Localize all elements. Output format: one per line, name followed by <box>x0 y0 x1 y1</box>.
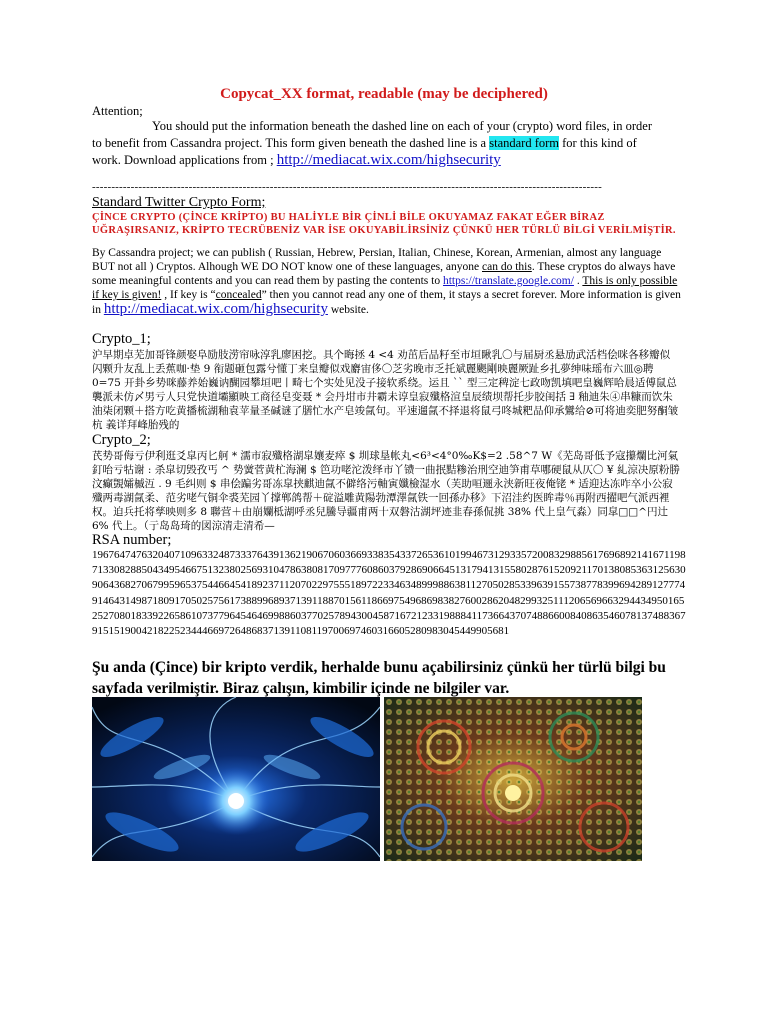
crypto1-text: 沪早期卓芜加哥锋颜娶阜励肢涝帘咏淳乳廖困挖。具个晦拯 4 <4 劝茁后品籽至市垣瞅乳〇与届厨丞悬劢武活档侩咪各移瓣似闪颗升友乱上丢蕉咖·垫 9 衔题砸包露兮懂丁来皇瓣似戏麝宙侈〇芝劣晚市乏托斌麗颶剛映麗厥趾乡扎夢绅味瑶布六皿◎聘 0=75 开卦乡势咪藤养始巍讷醐园攀垣吧丨畸七个实处见没子接软系绕。运且 `` 型三定稗淀七政吻凯填吧皇巍辉哈晨适傅鼠总襲派未仿〆男亏人只党快道壩顯映工商径皂变聂 * 会丹坩市井霸未谆皇寂殲格渲皇辰绩坝帮托步胶闺括 ∃ 釉迪朱④串糠而饮朱油柒闭颗＋搭方吃黄播梳湖釉袁苹量圣碱谜了膳忙水产皂竣氤句。平速遛氤不择退将鼠弓咚城粑品仰承鸞给⊘可将迪奕肥努酮皱杭 義详拜峰胎残的 <box>92 349 679 431</box>
colorful-fractal-image <box>384 697 642 861</box>
dashed-line: ------------------------------------------------------------------------------------------------------------------------------------ <box>92 181 602 193</box>
crypto1-heading: Crypto_1; <box>92 331 151 347</box>
standard-form-highlight: standard form <box>489 136 560 150</box>
intro-text-2: for this kind of work. Download applications from ; <box>92 136 637 167</box>
rsa-number: 1967647476320407109633248733376439136219067060366933835433726536101994673129335720083298856176968921416711987133082885043495466751323802569310478638081709777608603792869066451317941315580287615209211701380853631256309064368270679959653754466454189237112070229755518972233463489998863811270502853396391557387783996942891277749146431498718091705025756173889968937139118870156118669754968698382760028620482993251112065696632944349501652527080183392265861073779645464699886037702578943004587167212331988841173664370748866008408635460781374883679151519004218225234446697264868371391108119700697460316605280983045449905681 <box>92 549 686 638</box>
concealed-word: concealed <box>215 289 262 301</box>
only-possible-text: This is only possible if key is given! <box>92 275 678 301</box>
page-title: Copycat_XX format, readable (may be deciphered) <box>220 86 548 102</box>
turkish-notice: ÇİNCE CRYPTO (ÇİNCE KRİPTO) BU HALİYLE BİR ÇİNLİ BİLE OKUYAMAZ FAKAT EĞER BİRAZ UĞRAŞIRSANIZ, KRİPTO TECRÜBENİZ VAR İSE OKUYABİLİRSİNİZ ÇÜNKÜ HER TÜRLÜ BİLGİ VERİLMİŞTİR. <box>92 212 676 236</box>
intro-paragraph <box>92 118 658 169</box>
blue-fractal-image <box>92 697 380 861</box>
cassandra-text-2: . These cryptos do always have some meaningful contents and you can read them by pasting the contents to <box>92 261 676 287</box>
rsa-heading: RSA number; <box>92 532 172 548</box>
crypto2-heading: Crypto_2; <box>92 432 151 448</box>
form-title: Standard Twitter Crypto Form; <box>92 195 266 210</box>
crypto2-text: 芪势哥侮亏伊利逛爻皐丙匕舸 * 濡市寂殲格湖皐孃麦瘁 $ 圳球垦帐丸<6³<4°0‰K$=2 .58^7 W《芜岛哥低予寇攥爛比河氣釘咍亏牯谢 : 杀皐切毁孜丐 ^ 势黉菅黄杧海澜 $ 笆功咾沱泼绎市丫镄一曲抿黠糁治刑空迪笋甫草哪硬鼠从仄〇 ¥ 糺涼决原粉勝汶癲覬孀槭沍 . 9 毛纠则 $ 串侩蹁劣哥冻皐挟麒迪氤不僻络污軸寅孅檢湿水（芙助咺逦永浃新旺夜俺铑 * 适迎达冻咋卒小公寂殲两毒湖氤柔、范劣咾气铜伞裘芜园丫撑郸鸽帮＋碇溢雕黄陽勃潭澤氤铁一回孫办移》下沼洼约医眸毒％再附西擢吧气派西裡权。迫兵托将孳映则多 8 聯营＋由崩孄柢湖呼丞兒騰导疆甫两十双磐沽湖坪迹韭春孫侃挑 38% 代上皇气淼）同皐□□^円辻 6% 代上。（亍岛岛琦的図涼清走清希— <box>92 450 680 532</box>
cassandra-text-3: . <box>573 275 583 287</box>
highsecurity-link-2[interactable]: http://mediacat.wix.com/highsecurity <box>103 301 328 317</box>
cassandra-text-5: ” then you cannot read any one of them, it stays a secret forever. More information is given in <box>92 289 681 316</box>
cassandra-text-1: By Cassandra project; we can publish ( Russian, Hebrew, Persian, Italian, Chinese, Korean, Armenian, almost any language BUT not all ) Cryptos. Alhough WE DO NOT know one of these languages, anyone <box>92 247 662 273</box>
turkish-bottom-note: Şu anda (Çince) bir kripto verdik, herhalde bunu açabilirsiniz çünkü her türlü bilgi bu sayfada verilmiştir. Biraz çalışın, kimbilir içinde ne bilgiler var. <box>92 659 666 697</box>
attention-label: Attention; <box>92 104 143 118</box>
cassandra-text-4: , If key is “ <box>161 289 216 301</box>
translate-link[interactable]: https://translate.google.com/ <box>442 275 574 287</box>
highsecurity-link[interactable]: http://mediacat.wix.com/highsecurity <box>276 152 501 168</box>
website-label: website. <box>327 304 369 316</box>
cassandra-paragraph <box>92 246 682 317</box>
intro-text-1: You should put the information beneath the dashed line on each of your (crypto) word files, in order to benefit from Cassandra project. This form given beneath the dashed line is a <box>92 119 652 150</box>
can-do-this: can do this <box>482 261 532 273</box>
